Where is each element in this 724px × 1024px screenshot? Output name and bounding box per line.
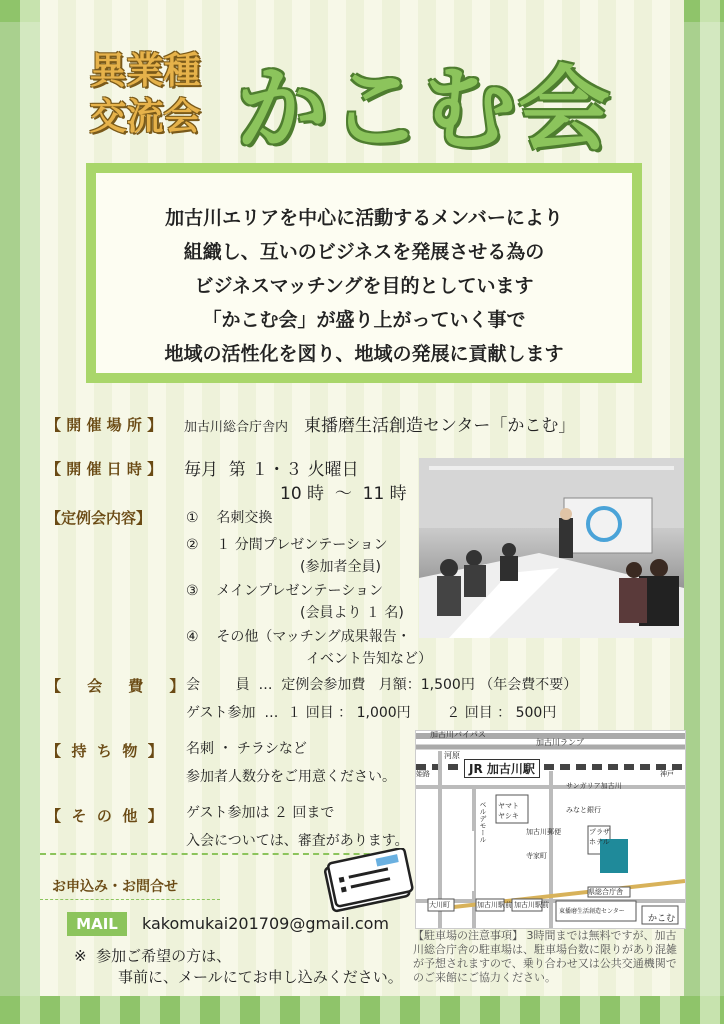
other-line1: ゲスト参加は ２ 回まで bbox=[186, 805, 335, 821]
fee-line1: 会 員 … 定例会参加費 月額：1,500円 （年会費不要） bbox=[186, 677, 578, 693]
fee-line2: ゲスト参加 … １ 回目 ： 1,000円 ２ 回目 ： 500円 bbox=[186, 705, 557, 721]
contact-note-2: 事前に、メールにてお申し込みください。 bbox=[118, 968, 403, 986]
datetime-label: 【 開 催 日 時 】 bbox=[46, 460, 163, 478]
contact-note-1: ※ 参加ご希望の方は、 bbox=[74, 947, 232, 965]
intro-line: 「かこむ会」が盛り上がっていく事で bbox=[202, 309, 526, 331]
fee-label: 【 会 費 】 bbox=[46, 677, 185, 695]
content-item-note: (参加者全員) bbox=[300, 559, 381, 575]
parking-notice: 【駐車場の注意事項】 3時間までは無料ですが、加古川総合庁舎の駐車場は、駐車場台数に限りがあり混雑が予想されますので、乗り合わせ又は公共交通機関でのご来館にご協力ください。 bbox=[413, 929, 677, 984]
content-item: ③ メインプレゼンテーション bbox=[186, 583, 383, 599]
intro-line: ビジネスマッチングを目的としています bbox=[194, 275, 534, 297]
map-label-shiyakusho: 加古川郵便 bbox=[526, 828, 561, 836]
belongings-line2: 参加者人数分をご用意ください。 bbox=[186, 769, 396, 785]
subtitle-line-1: 異業種 bbox=[89, 49, 201, 92]
map-label-minato: みなと銀行 bbox=[566, 806, 601, 814]
venue-name: 東播磨生活創造センター「かこむ」 bbox=[304, 416, 576, 436]
intro-line: 地域の活性化を図り、地域の発展に貢献します bbox=[164, 343, 564, 365]
bottom-stripe-band bbox=[0, 996, 724, 1024]
map-label-kobe: 神戸 bbox=[660, 770, 674, 778]
map-label-center: 東播磨生活創造センター bbox=[559, 908, 625, 915]
venue-prefix: 加古川総合庁舎内 bbox=[184, 420, 289, 435]
contact-title: お申込み・お問合せ bbox=[52, 879, 178, 895]
intro-inner bbox=[96, 173, 632, 373]
mail-badge: MAIL bbox=[67, 912, 127, 936]
business-card-icon bbox=[318, 848, 416, 914]
venue-label: 【 開 催 場 所 】 bbox=[46, 416, 163, 434]
subtitle-line-2: 交流会 bbox=[89, 95, 201, 138]
map-label-sogo: 県総合庁舎 bbox=[588, 888, 623, 896]
other-line2: 入会については、審査があります。 bbox=[186, 833, 409, 849]
content-item: ① 名刺交換 bbox=[186, 510, 273, 526]
map-label-hotel: プラザ ホテル bbox=[589, 828, 610, 846]
map-label-sanguria: サンガリア加古川 bbox=[566, 782, 622, 790]
content-item: ② １ 分間プレゼンテーション bbox=[186, 537, 388, 553]
intro-box bbox=[86, 163, 642, 383]
access-map bbox=[415, 730, 686, 929]
datetime-line1: 毎月 第 １・３ 火曜日 bbox=[184, 460, 359, 480]
belongings-line1: 名刺 ・ チラシなど bbox=[186, 741, 307, 757]
map-label-kakogawa-ekimae: 加古川駅前 bbox=[477, 901, 512, 909]
content-item-note: イベント告知など） bbox=[306, 651, 432, 667]
contact-underline bbox=[40, 899, 220, 900]
map-label-ekimae: 寺家町 bbox=[526, 852, 547, 860]
page-title: かこむ会 bbox=[236, 56, 613, 163]
map-label-station: JR 加古川駅 bbox=[464, 759, 540, 778]
map-label-himeji: 姫路 bbox=[416, 770, 430, 778]
datetime-line2: 10 時 ～ 11 時 bbox=[280, 484, 407, 504]
email-link[interactable]: kakomukai201709@gmail.com bbox=[142, 914, 390, 933]
meeting-photo bbox=[419, 458, 684, 638]
intro-line: 加古川エリアを中心に活動するメンバーにより bbox=[165, 207, 563, 229]
map-label-bypass: 加古川バイパス bbox=[430, 730, 486, 739]
content-label: 【定例会内容】 bbox=[46, 509, 152, 527]
content-item: ④ その他（マッチング成果報告・ bbox=[186, 629, 411, 645]
map-label-kakogawa-kita: 加古川駅前 bbox=[514, 901, 549, 909]
subtitle bbox=[60, 48, 230, 140]
belongings-label: 【 持 ち 物 】 bbox=[46, 742, 163, 760]
map-label-ramp: 加古川ランプ bbox=[536, 738, 584, 747]
content-item-note: (会員より １ 名) bbox=[300, 605, 404, 621]
map-label-kakomu: かこむ bbox=[648, 914, 676, 924]
intro-line: 組織し、互いのビジネスを発展させる為の bbox=[183, 241, 545, 263]
map-label-kawabata: 河原 bbox=[444, 751, 460, 760]
map-label-yamato: ヤマト ヤシキ bbox=[498, 802, 519, 820]
map-label-belmall: ベルデモール bbox=[479, 801, 487, 843]
other-label: 【 そ の 他 】 bbox=[46, 807, 163, 825]
meeting-photo-illustration bbox=[419, 458, 684, 638]
map-label-ohkawa: 大川町 bbox=[429, 901, 450, 909]
